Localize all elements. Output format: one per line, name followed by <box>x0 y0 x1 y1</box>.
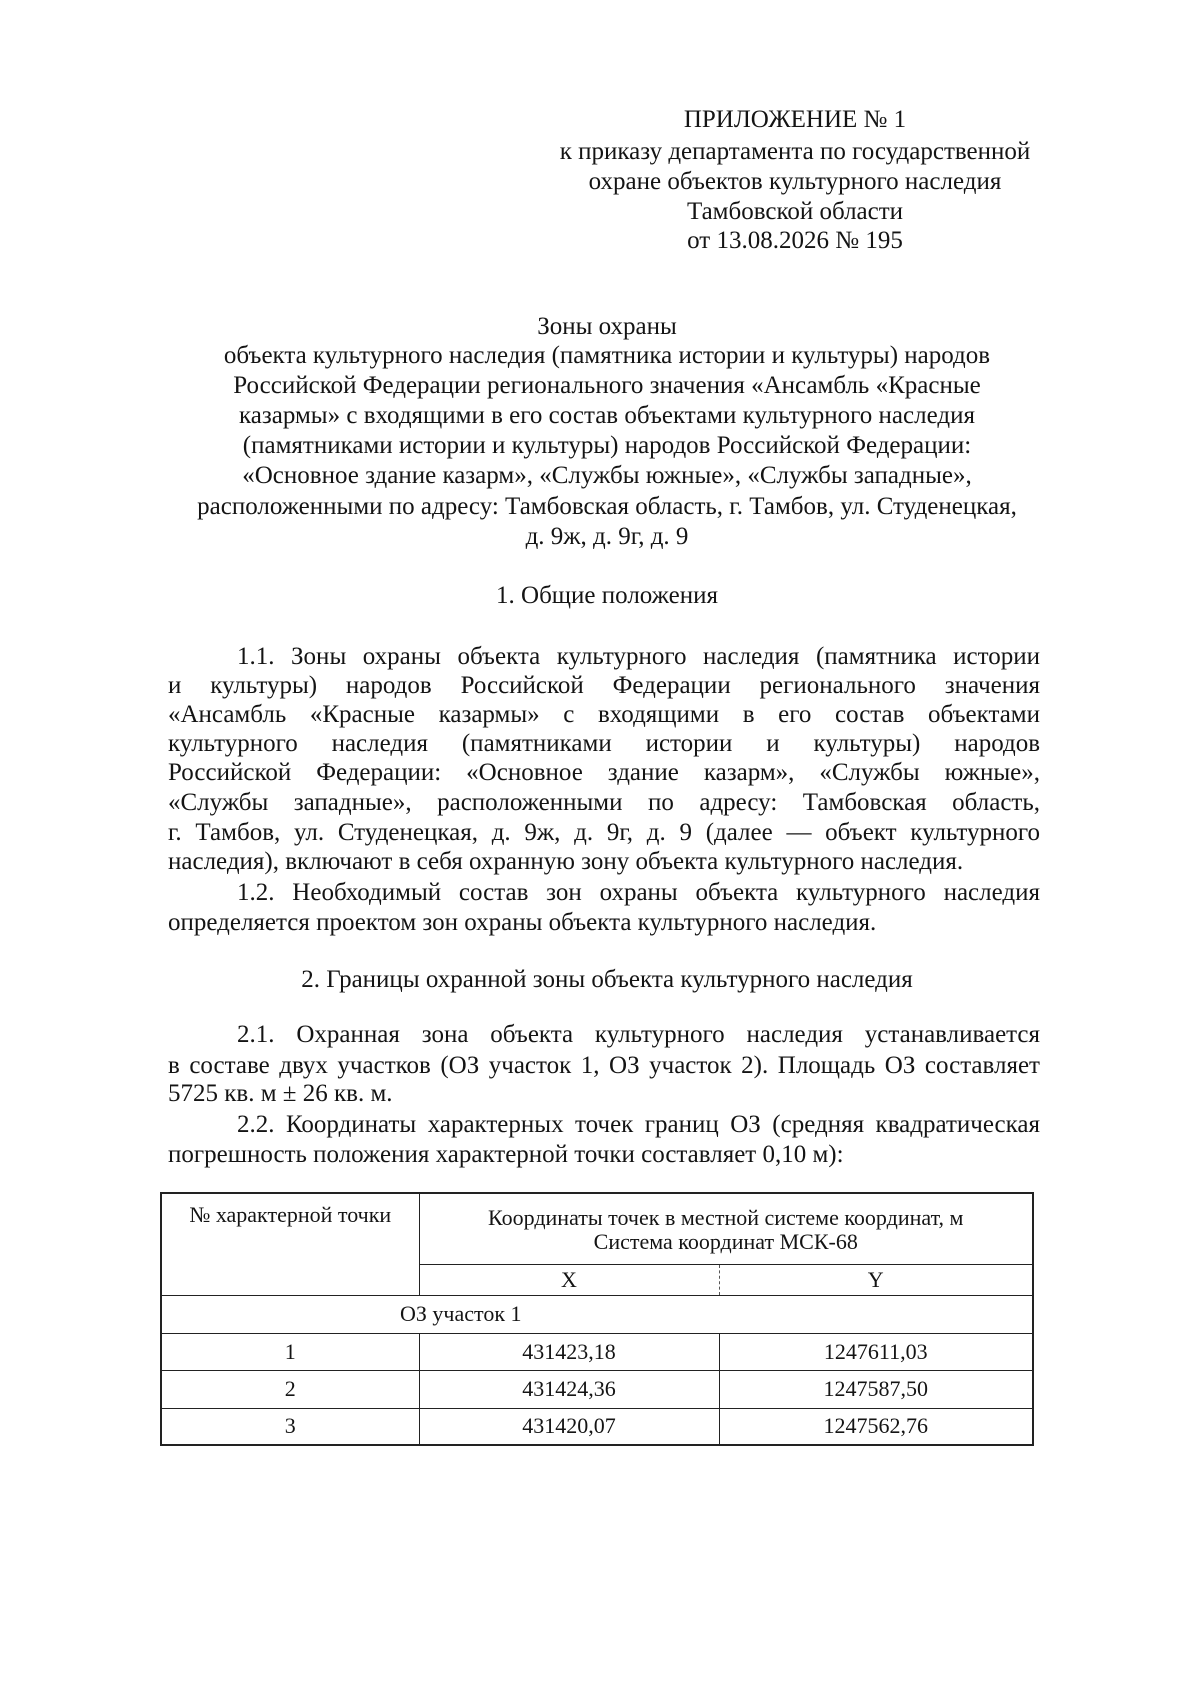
table-row <box>161 1408 1033 1445</box>
table-header-coordinates <box>419 1193 1033 1264</box>
table-group-label: ОЗ участок 1 <box>161 1295 1033 1333</box>
point-number-cell: 2 <box>161 1370 419 1408</box>
x-coordinate-cell: 431423,18 <box>419 1333 719 1370</box>
table-header-coordinates-line: Координаты точек в местной системе координат, м <box>488 1205 964 1230</box>
title-line: «Основное здание казарм», «Службы южные», «Службы западные», <box>242 462 972 489</box>
title-line: (памятниками истории и культуры) народов Российской Федерации: <box>242 432 972 459</box>
title-line: Российской Федерации регионального значения «Ансамбль «Красные <box>233 372 981 399</box>
x-coordinate-cell: 431424,36 <box>419 1370 719 1408</box>
table-row <box>161 1370 1033 1408</box>
paragraph-line: 2.2. Координаты характерных точек границ ОЗ (средняя квадратическая <box>237 1111 1040 1138</box>
paragraph-line: г. Тамбов, ул. Студенецкая, д. 9ж, д. 9г, д. 9 (далее — объект культурного <box>168 819 1040 846</box>
paragraph-line: 2.1. Охранная зона объекта культурного наследия устанавливается <box>237 1021 1040 1048</box>
x-coordinate-cell: 431420,07 <box>419 1408 719 1445</box>
y-coordinate-cell: 1247611,03 <box>719 1333 1033 1370</box>
table-header-x: X <box>419 1264 719 1295</box>
order-reference-line: к приказу департамента по государственной <box>559 138 1031 165</box>
paragraph-line: «Службы западные», расположенными по адресу: Тамбовская область, <box>168 789 1040 816</box>
order-reference-line: Тамбовской области <box>686 198 904 225</box>
section-heading: 1. Общие положения <box>496 582 718 609</box>
title-line: объекта культурного наследия (памятника истории и культуры) народов <box>223 342 991 369</box>
y-coordinate-cell: 1247562,76 <box>719 1408 1033 1445</box>
paragraph-line: в составе двух участков (ОЗ участок 1, ОЗ участок 2). Площадь ОЗ составляет <box>168 1052 1040 1079</box>
paragraph-line: наследия), включают в себя охранную зону объекта культурного наследия. <box>168 848 964 875</box>
table-header-row <box>161 1193 1033 1264</box>
paragraph-line: 1.1. Зоны охраны объекта культурного наследия (памятника истории <box>237 643 1040 670</box>
order-date-number: от 13.08.2026 № 195 <box>687 227 903 254</box>
order-reference-line: охране объектов культурного наследия <box>588 168 1002 195</box>
table-header-point-number: № характерной точки <box>161 1193 419 1295</box>
title-line: казармы» с входящими в его состав объектами культурного наследия <box>239 402 975 429</box>
point-number-cell: 3 <box>161 1408 419 1445</box>
title-line: д. 9ж, д. 9г, д. 9 <box>525 523 689 550</box>
table-group-row <box>161 1295 1033 1333</box>
appendix-title: ПРИЛОЖЕНИЕ № 1 <box>683 106 907 133</box>
paragraph-line: и культуры) народов Российской Федерации регионального значения <box>168 672 1040 699</box>
paragraph-line: 1.2. Необходимый состав зон охраны объекта культурного наследия <box>237 879 1040 906</box>
paragraph-line: 5725 кв. м ± 26 кв. м. <box>168 1080 393 1107</box>
table-header-y: Y <box>719 1264 1033 1295</box>
point-number-cell: 1 <box>161 1333 419 1370</box>
document-title: Зоны охраны <box>537 313 677 340</box>
paragraph-line: Российской Федерации: «Основное здание казарм», «Службы южные», <box>168 759 1040 786</box>
paragraph-line: «Ансамбль «Красные казармы» с входящими в его состав объектами <box>168 701 1040 728</box>
paragraph-line: погрешность положения характерной точки составляет 0,10 м): <box>168 1141 844 1168</box>
table-header-coordinate-system: Система координат МСК-68 <box>593 1229 858 1254</box>
section-heading: 2. Границы охранной зоны объекта культурного наследия <box>301 966 913 993</box>
y-coordinate-cell: 1247587,50 <box>719 1370 1033 1408</box>
paragraph-line: определяется проектом зон охраны объекта культурного наследия. <box>168 909 877 936</box>
table-row <box>161 1333 1033 1370</box>
paragraph-line: культурного наследия (памятниками истории и культуры) народов <box>168 730 1040 757</box>
title-line: расположенными по адресу: Тамбовская область, г. Тамбов, ул. Студенецкая, <box>197 493 1017 520</box>
coordinates-table <box>160 1192 1034 1446</box>
